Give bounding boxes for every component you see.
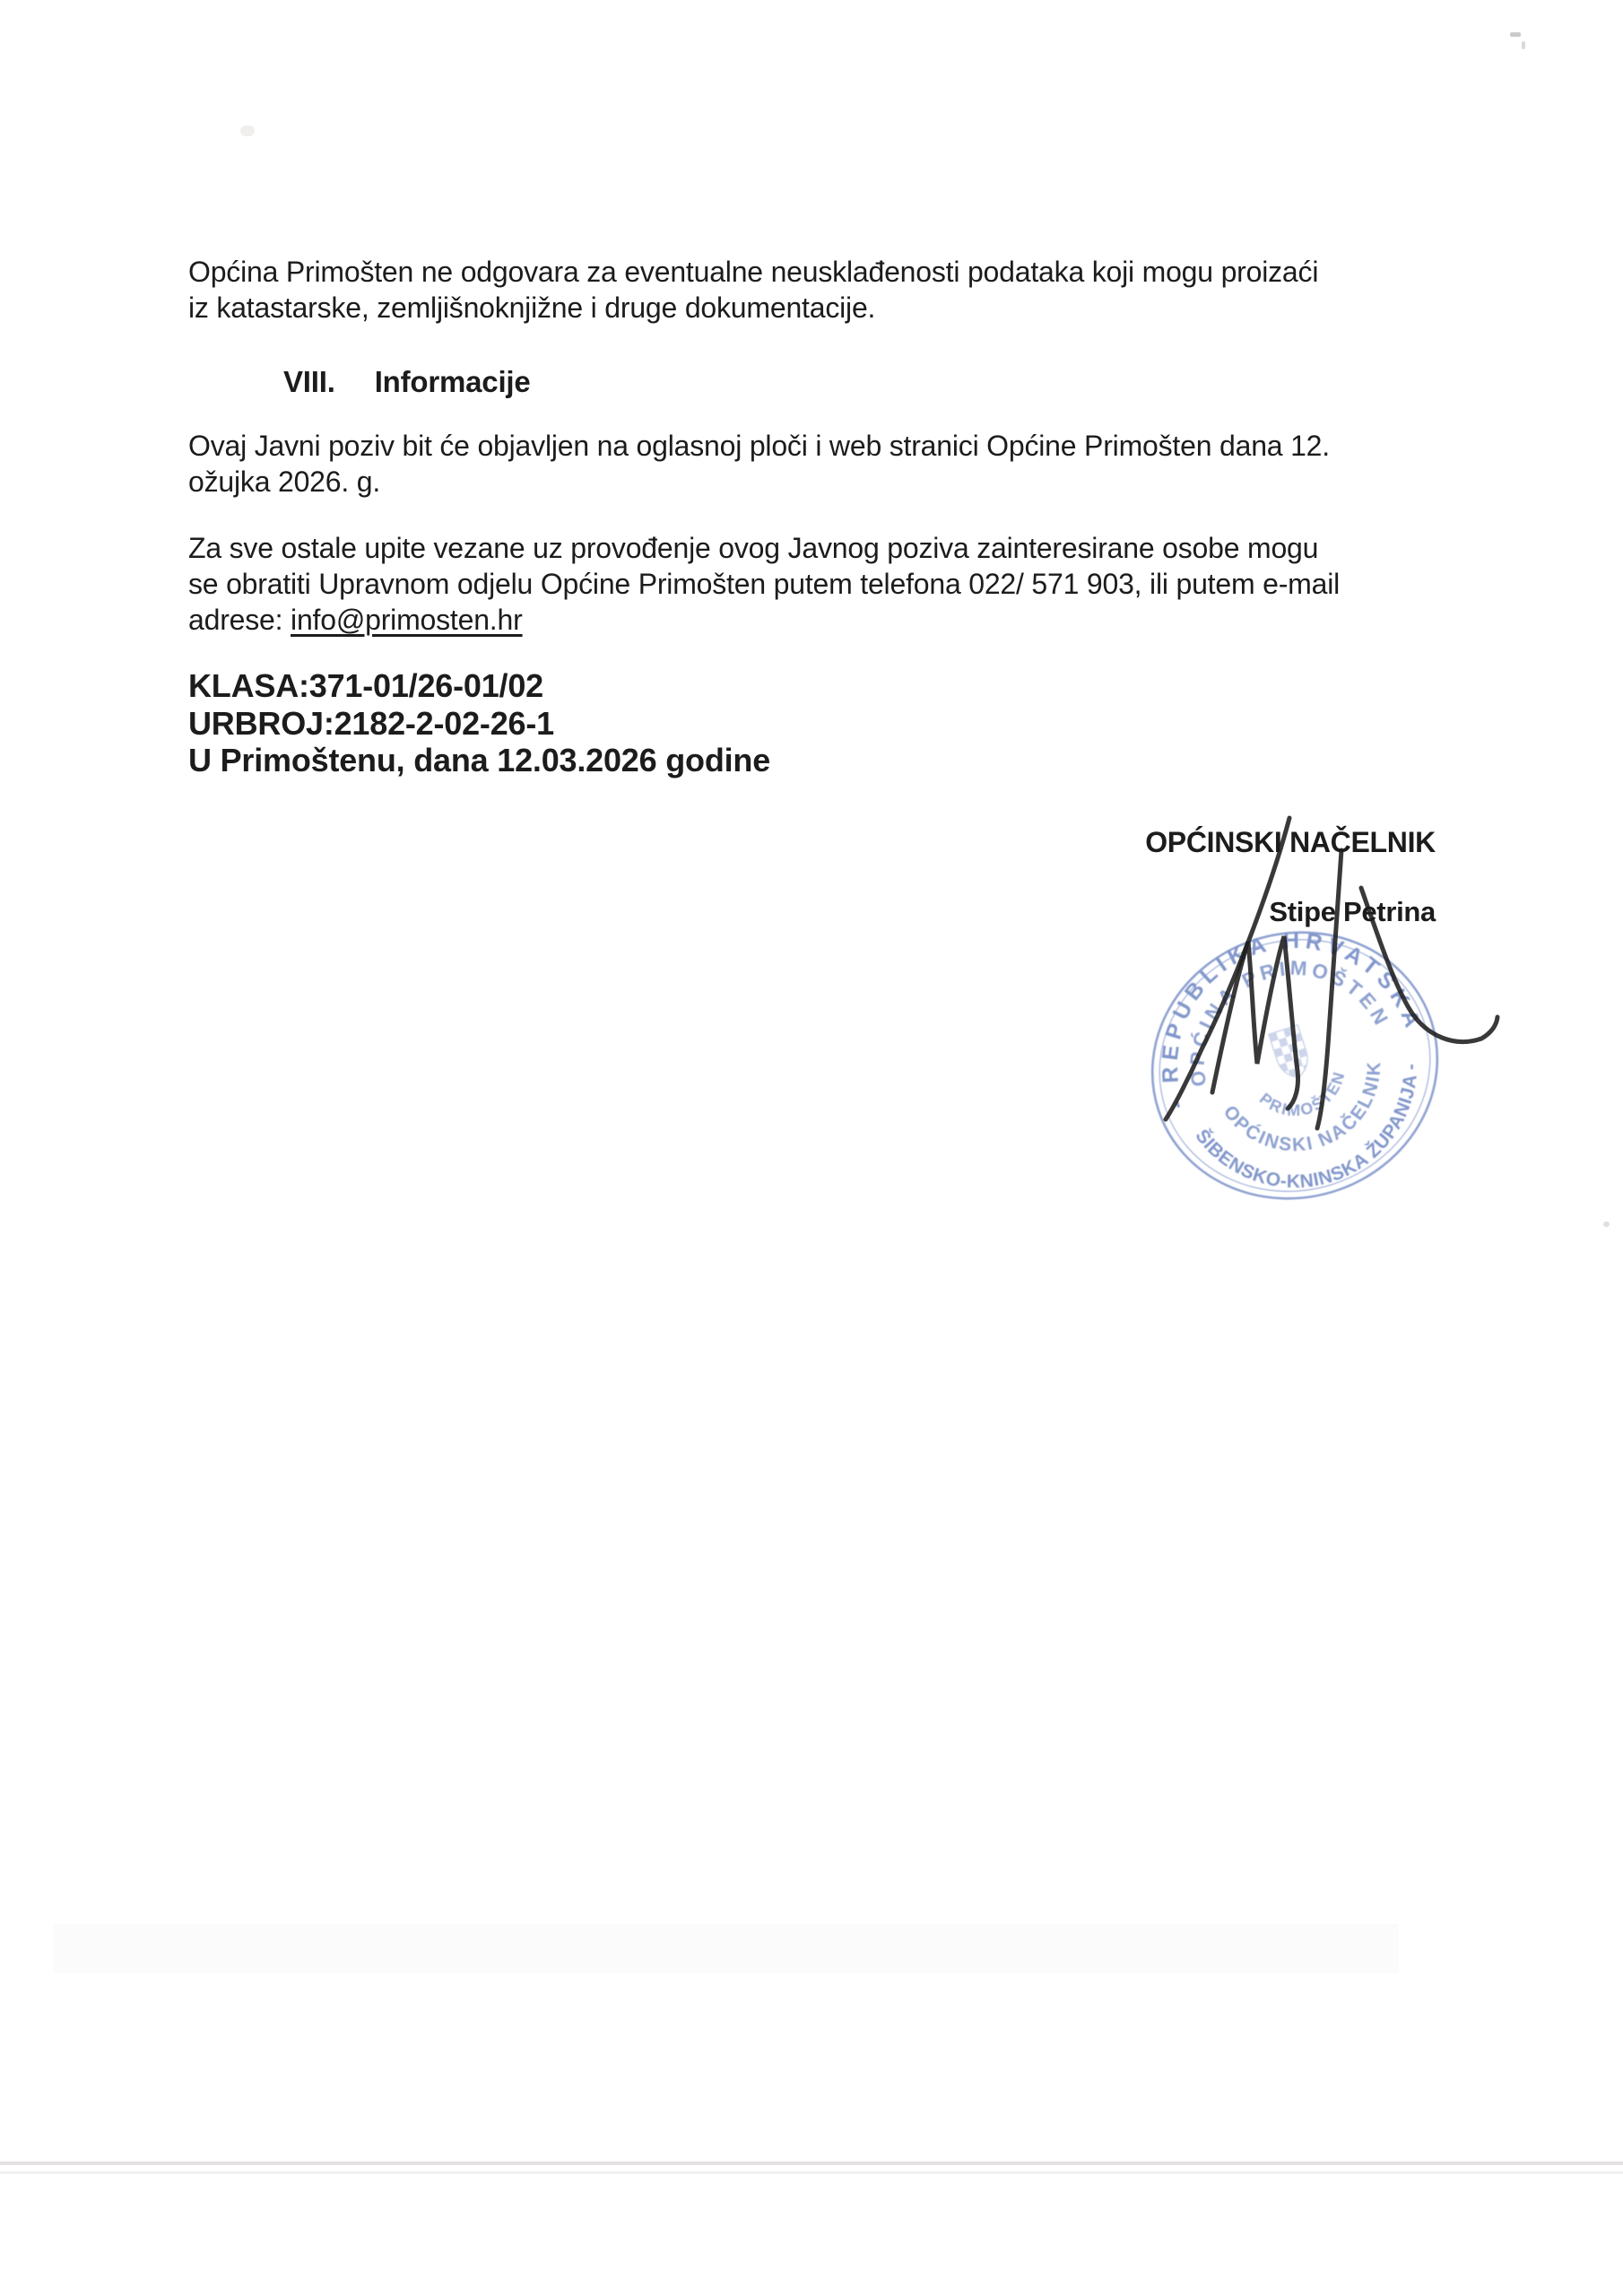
email-link: info@primosten.hr	[291, 604, 523, 636]
stamp-rotated-group	[1124, 913, 1465, 1218]
scan-artifact-line-faint	[0, 2171, 1623, 2174]
official-name: Stipe Petrina	[1269, 896, 1436, 927]
scan-speck	[1522, 41, 1525, 49]
stamp-text-opcinski-nacelnik: OPĆINSKI NAČELNIK	[1219, 1059, 1385, 1156]
scan-speck	[240, 126, 255, 136]
stamp-text-zupanija: ŠIBENSKO-KNINSKA ŽUPANIJA -	[1191, 1063, 1422, 1193]
official-stamp	[1124, 913, 1465, 1218]
paragraph-publication	[188, 428, 1330, 500]
urbroj-line: URBROJ:2182-2-02-26-1	[188, 704, 554, 742]
stamp-text-opcina-primosten: OPĆINA PRIMOŠTEN	[1185, 956, 1394, 1088]
scan-smudge-band	[54, 1924, 1399, 1973]
text-line: Općina Primošten ne odgovara za eventualne neusklađenosti podataka koji mogu proizaći	[188, 256, 1319, 288]
paragraph-disclaimer	[188, 254, 1318, 326]
stamp-text-republika-hrvatska: - REPUBLIKA HRVATSKA	[1157, 927, 1428, 1113]
stamp-text-primosten-center: PRIMOŠTEN	[1255, 1068, 1349, 1120]
scan-artifact-line	[0, 2161, 1623, 2165]
place-date-line: U Primoštenu, dana 12.03.2026 godine	[188, 742, 771, 778]
section-title: Informacije	[374, 365, 531, 398]
text-line: iz katastarske, zemljišnoknjižne i druge dokumentacije.	[188, 291, 876, 324]
klasa-line: KLASA:371-01/26-01/02	[188, 667, 544, 704]
paragraph-contact	[188, 530, 1340, 638]
scan-speck	[1510, 32, 1521, 37]
stamp-crest	[1269, 1025, 1314, 1083]
scan-speck	[1603, 1222, 1610, 1227]
text-line: Za sve ostale upite vezane uz provođenje ovog Javnog poziva zainteresirane osobe mogu	[188, 532, 1319, 564]
text-line: Ovaj Javni poziv bit će objavljen na oglasnoj ploči i web stranici Općine Primošten dana 12.	[188, 430, 1330, 462]
text-line: ožujka 2026. g.	[188, 465, 381, 498]
section-heading	[188, 365, 531, 399]
official-title: OPĆINSKI NAČELNIK	[1145, 826, 1436, 858]
section-number: VIII.	[283, 365, 335, 398]
email-prefix: adrese:	[188, 604, 291, 636]
reference-block	[188, 667, 770, 779]
text-line	[188, 602, 1340, 638]
text-line: se obratiti Upravnom odjelu Općine Primošten putem telefona 022/ 571 903, ili putem e-mail	[188, 568, 1341, 600]
